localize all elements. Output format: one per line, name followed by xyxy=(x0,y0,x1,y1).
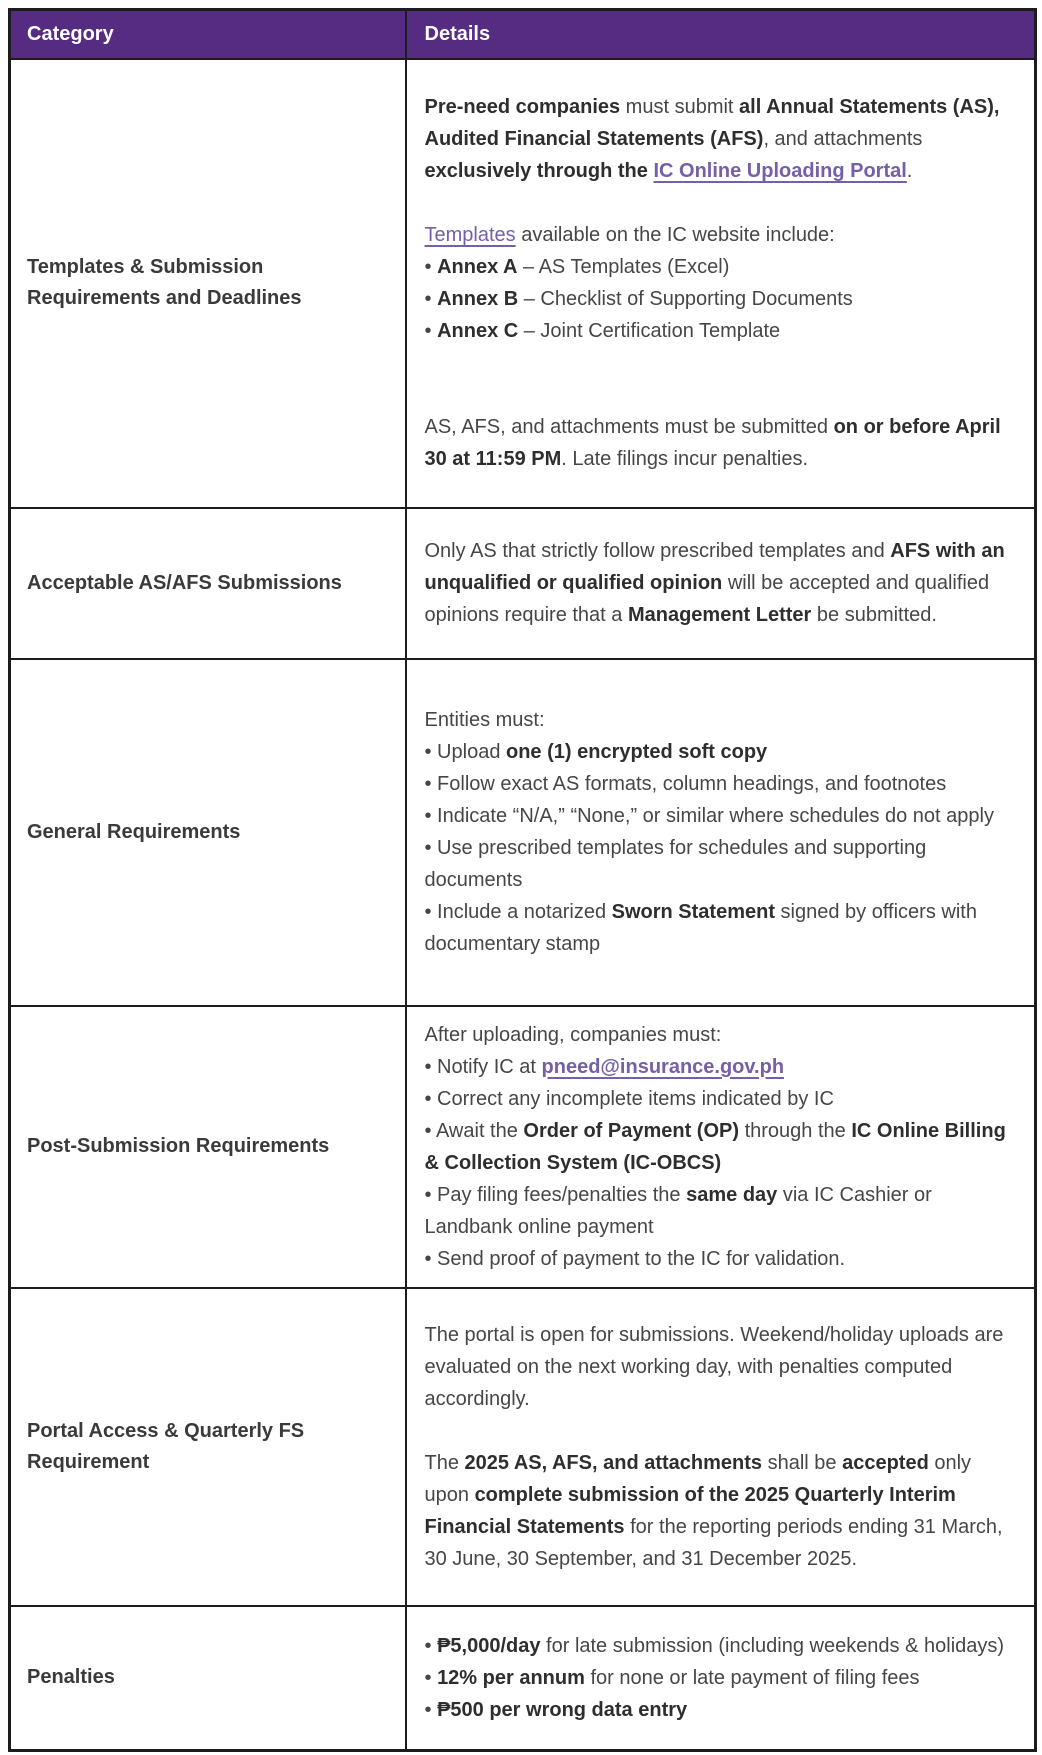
details-paragraph xyxy=(425,251,1011,283)
paragraph-spacer xyxy=(425,187,1011,219)
details-paragraph xyxy=(425,1051,1011,1083)
paragraph-spacer xyxy=(425,347,1011,411)
text-run: only upon xyxy=(424,1451,972,1506)
text-run: for the reporting periods ending 31 March, 30 June, 30 September, and 31 December 2025. xyxy=(424,1515,1003,1570)
details-paragraph xyxy=(425,896,1011,960)
text-run: AS, AFS, and attachments must be submitted xyxy=(424,416,834,438)
category-cell: Portal Access & Quarterly FS Requirement xyxy=(10,1288,406,1606)
details-paragraph xyxy=(425,768,1011,800)
text-run: be submitted. xyxy=(811,604,937,626)
text-run: • Follow exact AS formats, column headings, and footnotes xyxy=(424,773,947,795)
details-paragraph xyxy=(425,736,1011,768)
text-run: • Send proof of payment to the IC for validation. xyxy=(424,1247,846,1270)
text-run: • xyxy=(424,256,438,278)
text-run: • xyxy=(424,320,438,342)
text-run: shall be xyxy=(762,1451,843,1474)
details-paragraph xyxy=(425,1630,1011,1662)
text-run: The portal is open for submissions. Weekend/holiday uploads are evaluated on the next working day, with penalties computed accordingly. xyxy=(424,1323,1004,1410)
text-run: Only AS that strictly follow prescribed templates and xyxy=(424,540,891,562)
table-row xyxy=(10,59,1036,508)
text-run: all Annual Statements (AS), Audited Financial Statements (AFS) xyxy=(424,96,1000,150)
text-run: • Notify IC at xyxy=(424,1055,542,1078)
requirements-table xyxy=(8,8,1037,1752)
text-run: – AS Templates (Excel) xyxy=(517,256,730,278)
details-cell xyxy=(406,1006,1036,1288)
category-cell: Penalties xyxy=(10,1606,406,1751)
pneed-email-link[interactable]: pneed@insurance.gov.ph xyxy=(541,1055,785,1078)
text-run: Entities must: xyxy=(424,709,545,731)
text-run: , and attachments xyxy=(763,128,923,150)
text-run: exclusively through the xyxy=(424,160,654,182)
text-run: The xyxy=(424,1451,465,1474)
text-run: will be accepted and qualified opinions require that a xyxy=(424,572,990,626)
details-paragraph xyxy=(425,1447,1011,1575)
text-run: • Await the xyxy=(424,1119,524,1142)
details-paragraph xyxy=(425,704,1011,736)
text-run: Annex C xyxy=(437,320,519,342)
details-paragraph xyxy=(425,1019,1011,1051)
paragraph-spacer xyxy=(425,1415,1011,1447)
category-cell: Post-Submission Requirements xyxy=(10,1006,406,1288)
text-run: IC Online Billing & Collection System (IC-OBCS) xyxy=(424,1119,1006,1174)
text-run: available on the IC website include: xyxy=(515,224,835,246)
text-run: accepted xyxy=(842,1451,929,1474)
category-cell: General Requirements xyxy=(10,659,406,1006)
text-run: – Checklist of Supporting Documents xyxy=(518,288,853,310)
text-run: Sworn Statement xyxy=(611,901,775,923)
text-run: • xyxy=(424,1666,438,1689)
table-row xyxy=(10,1288,1036,1606)
text-run: • Use prescribed templates for schedules and supporting documents xyxy=(424,837,927,891)
category-cell: Templates & Submission Requirements and Deadlines xyxy=(10,59,406,508)
text-run: • Include a notarized xyxy=(424,901,612,923)
ic-online-uploading-portal-link[interactable]: IC Online Uploading Portal xyxy=(653,160,907,182)
text-run: • Indicate “N/A,” “None,” or similar where schedules do not apply xyxy=(424,805,994,827)
details-paragraph xyxy=(425,832,1011,896)
text-run: signed by officers with documentary stamp xyxy=(424,901,977,955)
column-header-category: Category xyxy=(10,10,406,59)
text-run: After uploading, companies must: xyxy=(424,1023,722,1046)
details-cell xyxy=(406,659,1036,1006)
details-cell xyxy=(406,508,1036,659)
table-row xyxy=(10,1006,1036,1288)
table-body xyxy=(10,59,1036,1751)
text-run: complete submission of the 2025 Quarterly Interim Financial Statements xyxy=(424,1483,956,1538)
text-run: • xyxy=(424,1698,438,1721)
text-run: • xyxy=(424,1634,438,1657)
details-paragraph xyxy=(425,1083,1011,1115)
text-run: . xyxy=(906,160,913,182)
text-run: Pre-need companies xyxy=(424,96,621,118)
details-paragraph xyxy=(425,219,1011,251)
text-run: 12% per annum xyxy=(437,1666,585,1689)
text-run: • Pay filing fees/penalties the xyxy=(424,1183,687,1206)
details-paragraph xyxy=(425,1115,1011,1179)
column-header-details: Details xyxy=(406,10,1036,59)
text-run: • Correct any incomplete items indicated by IC xyxy=(424,1087,834,1110)
table-row xyxy=(10,508,1036,659)
details-paragraph xyxy=(425,91,1011,187)
text-run: ₱500 per wrong data entry xyxy=(437,1698,688,1721)
details-paragraph xyxy=(425,411,1011,475)
details-paragraph xyxy=(425,800,1011,832)
details-paragraph xyxy=(425,1179,1011,1243)
table-row xyxy=(10,1606,1036,1751)
text-run: through the xyxy=(739,1119,852,1142)
details-cell xyxy=(406,1606,1036,1751)
text-run: for none or late payment of filing fees xyxy=(584,1666,920,1689)
details-paragraph xyxy=(425,1694,1011,1726)
text-run: . Late filings incur penalties. xyxy=(561,448,809,470)
text-run: Order of Payment (OP) xyxy=(523,1119,740,1142)
table-row xyxy=(10,659,1036,1006)
text-run: – Joint Certification Template xyxy=(518,320,781,342)
text-run: Annex B xyxy=(437,288,519,310)
text-run: • xyxy=(424,288,438,310)
details-cell xyxy=(406,59,1036,508)
text-run: must submit xyxy=(620,96,740,118)
header-row xyxy=(10,10,1036,59)
text-run: Annex A xyxy=(437,256,518,278)
details-paragraph xyxy=(425,1319,1011,1415)
details-paragraph xyxy=(425,1662,1011,1694)
text-run: • Upload xyxy=(424,741,506,763)
text-run: same day xyxy=(686,1183,778,1206)
text-run: 2025 AS, AFS, and attachments xyxy=(464,1451,763,1474)
text-run: ₱5,000/day xyxy=(437,1634,541,1657)
details-paragraph xyxy=(425,1243,1011,1275)
category-cell: Acceptable AS/AFS Submissions xyxy=(10,508,406,659)
text-run: AFS with an unqualified or qualified opinion xyxy=(424,540,1005,594)
text-run: for late submission (including weekends & holidays) xyxy=(540,1634,1005,1657)
details-paragraph xyxy=(425,535,1011,631)
details-paragraph xyxy=(425,283,1011,315)
templates-link[interactable]: Templates xyxy=(424,224,516,246)
text-run: via IC Cashier or Landbank online payment xyxy=(424,1183,932,1238)
text-run: one (1) encrypted soft copy xyxy=(506,741,768,763)
details-cell xyxy=(406,1288,1036,1606)
text-run: Management Letter xyxy=(627,604,812,626)
details-paragraph xyxy=(425,315,1011,347)
text-run: on or before April 30 at 11:59 PM xyxy=(424,416,1001,470)
